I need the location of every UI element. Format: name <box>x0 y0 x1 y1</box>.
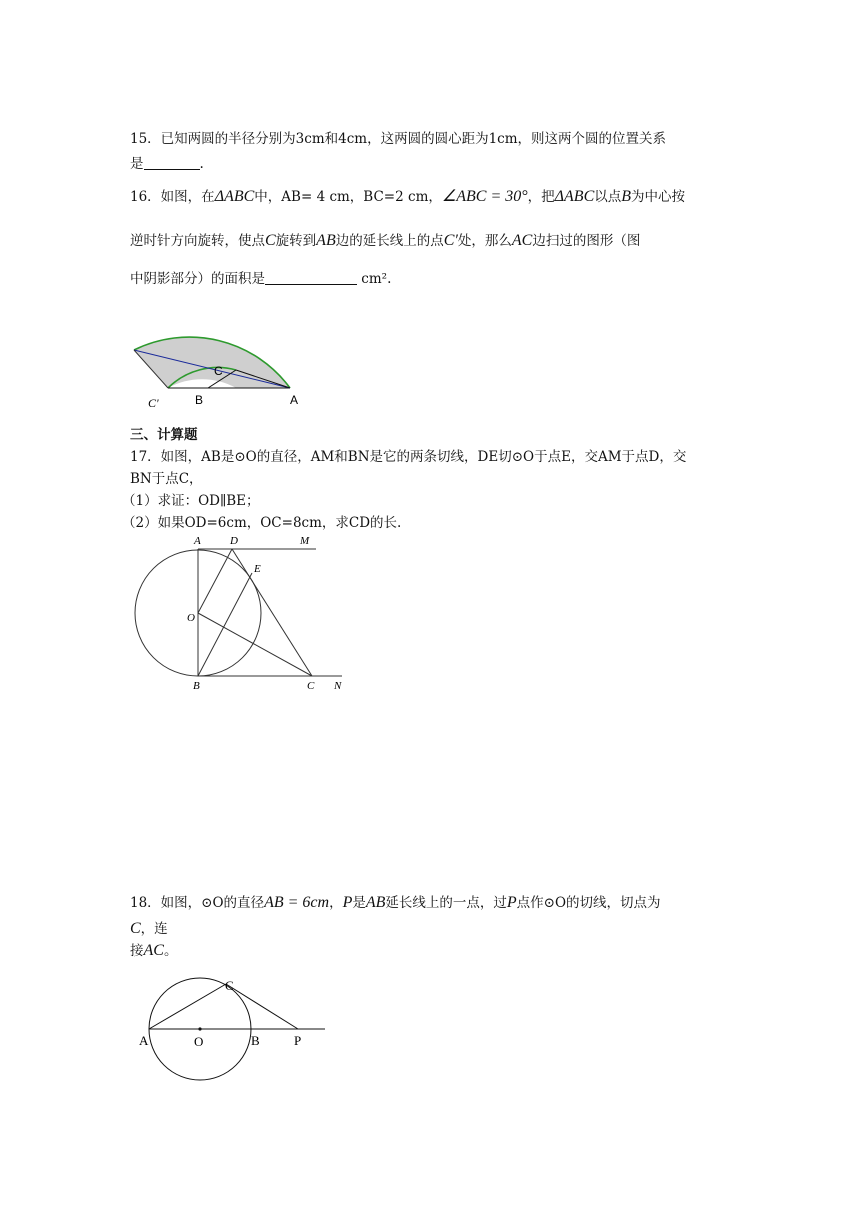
q18-text: ， <box>329 895 343 911</box>
segment-dc <box>232 549 312 676</box>
q16-text: 中阴影部分）的面积是 <box>130 271 265 287</box>
q18-diameter: AB = 6cm <box>264 894 330 911</box>
segment-ac <box>149 984 226 1029</box>
q16-line2 <box>130 230 735 252</box>
label-a: A <box>139 1033 149 1048</box>
q18-point: P <box>342 894 353 911</box>
q18-text: 。 <box>163 943 178 959</box>
label-c: C <box>225 978 234 993</box>
q16-text: 为中心按 <box>631 189 686 205</box>
q16-line1 <box>130 186 735 208</box>
label-n: N <box>334 680 342 692</box>
q16-text: 逆时针方向旋转，使点 <box>130 233 265 249</box>
q15-line1: 15．已知两圆的半径分别为3cm和4cm，这两圆的圆心距为1cm，则这两个圆的位置关系 <box>130 131 667 147</box>
label-b: B <box>251 1033 260 1048</box>
tangent-cp <box>226 984 298 1029</box>
q18-segment: AB <box>365 894 386 911</box>
q15-suffix: . <box>199 156 204 172</box>
q17-line2: BN于点C， <box>130 471 203 487</box>
q16-point: C <box>265 232 276 249</box>
q17-part2: （2）如果OD=6cm，OC=8cm，求CD的长. <box>122 515 402 531</box>
q18-text: 延长线上的一点，过 <box>385 895 507 911</box>
q16-point: B <box>621 188 632 205</box>
section-title: 三、计算题 <box>130 427 198 443</box>
q16-text: 16．如图，在 <box>130 189 215 205</box>
q16-answer-blank[interactable] <box>265 270 357 285</box>
center-dot <box>198 1027 201 1030</box>
label-o: O <box>187 612 195 624</box>
q16-figure <box>128 318 310 410</box>
q16-text: 边扫过的图形（图 <box>532 233 641 249</box>
q18-point: C <box>130 920 141 937</box>
q18-segment: AC <box>143 942 164 959</box>
q18-text: 是 <box>352 895 366 911</box>
label-d: D <box>230 535 238 547</box>
q16-triangle: ΔABC <box>214 188 255 205</box>
q16-point: C′ <box>443 232 458 249</box>
segment-oc <box>198 613 312 676</box>
q17-part1: （1）求证：OD∥BE； <box>122 493 260 509</box>
label-c: C <box>307 680 315 692</box>
label-a: A <box>194 535 201 547</box>
q18-text: 接 <box>130 943 144 959</box>
q18-point: P <box>506 894 517 911</box>
q16-text: 中，AB= 4 cm，BC=2 cm， <box>254 189 442 205</box>
q16-text: 处，那么 <box>457 233 512 249</box>
segment-od <box>198 549 232 613</box>
q18-line3 <box>130 940 735 962</box>
q16-line3 <box>130 268 735 290</box>
q18-text: ，连 <box>140 921 168 937</box>
label-c-prime: C' <box>148 396 159 410</box>
q18-text: 点作⊙O的切线，切点为 <box>516 895 661 911</box>
label-o: O <box>194 1034 204 1049</box>
q16-triangle: ΔABC <box>554 188 595 205</box>
q15-answer-blank[interactable] <box>144 155 200 170</box>
q16-text: ，把 <box>527 189 555 205</box>
q16-segment: AC <box>511 232 533 249</box>
label-b: B <box>195 393 204 407</box>
q15-line2 <box>130 153 735 175</box>
label-p: P <box>294 1033 302 1048</box>
label-m: M <box>300 535 310 547</box>
q16-text: 边的延长线上的点 <box>335 233 444 249</box>
q17-figure <box>128 530 353 695</box>
q18-line1 <box>130 892 735 914</box>
q15-prefix: 是 <box>130 156 144 172</box>
q18-figure <box>130 975 330 1085</box>
q16-segment: AB <box>316 232 336 249</box>
q16-angle: ∠ABC = 30° <box>441 188 528 205</box>
label-e: E <box>254 563 261 575</box>
segment-be <box>198 573 252 676</box>
q16-text: cm². <box>357 271 392 287</box>
label-c: C <box>214 364 223 378</box>
q17-line1: 17．如图，AB是⊙O的直径，AM和BN是它的两条切线，DE切⊙O于点E，交AM于点D，交 <box>130 449 687 465</box>
q18-line2 <box>130 918 735 940</box>
q18-text: 18．如图，⊙O的直径 <box>130 895 265 911</box>
q16-text: 旋转到 <box>275 233 317 249</box>
label-a: A <box>290 393 299 407</box>
label-b: B <box>193 680 200 692</box>
q16-text: 以点 <box>594 189 622 205</box>
